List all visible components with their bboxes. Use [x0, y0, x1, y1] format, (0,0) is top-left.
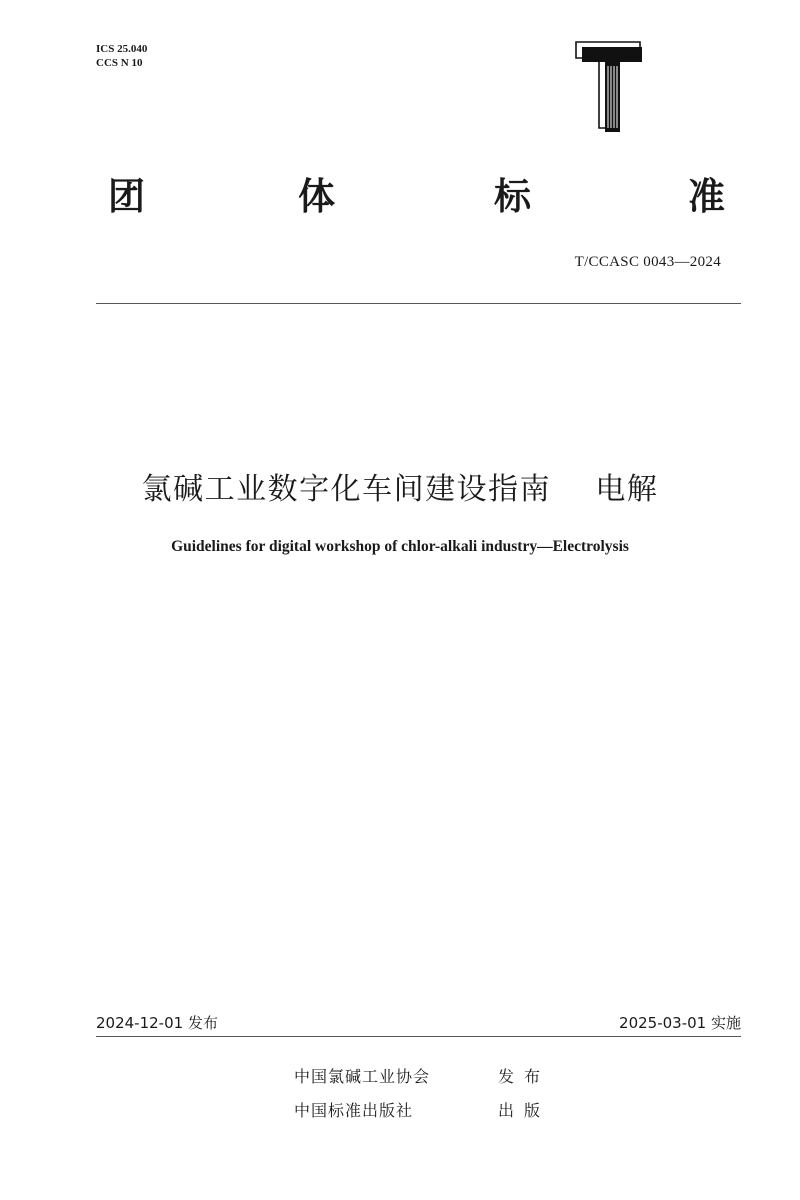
implementation-date: 2025-03-01 实施 — [619, 1014, 741, 1032]
document-title-chinese: 氯碱工业数字化车间建设指南 电解 — [141, 472, 659, 507]
top-divider — [96, 303, 741, 304]
standard-number: T/CCASC 0043—2024 — [574, 254, 721, 270]
publisher-name: 中国氯碱工业协会 — [294, 1067, 431, 1086]
standard-type-char: 标 — [494, 175, 531, 218]
publisher-row — [294, 1064, 551, 1087]
document-title-english: Guidelines for digital workshop of chlor-alkali industry—Electrolysis — [171, 538, 629, 555]
standard-type-heading — [108, 172, 732, 222]
publisher-role: 出版 — [498, 1101, 551, 1120]
ccs-code: CCS N 10 — [96, 57, 143, 69]
ics-code: ICS 25.040 — [96, 43, 148, 55]
publisher-role: 发布 — [498, 1067, 551, 1086]
standard-type-char: 团 — [108, 175, 145, 218]
classification-codes — [96, 42, 147, 70]
bottom-divider — [96, 1036, 741, 1037]
standard-t-logo — [574, 40, 644, 132]
publisher-row — [294, 1098, 551, 1121]
standard-type-char: 体 — [298, 175, 335, 218]
publisher-name: 中国标准出版社 — [294, 1101, 414, 1120]
release-date: 2024-12-01 发布 — [96, 1014, 218, 1032]
logo-letter: T — [574, 40, 575, 41]
standard-type-char: 准 — [688, 175, 725, 218]
